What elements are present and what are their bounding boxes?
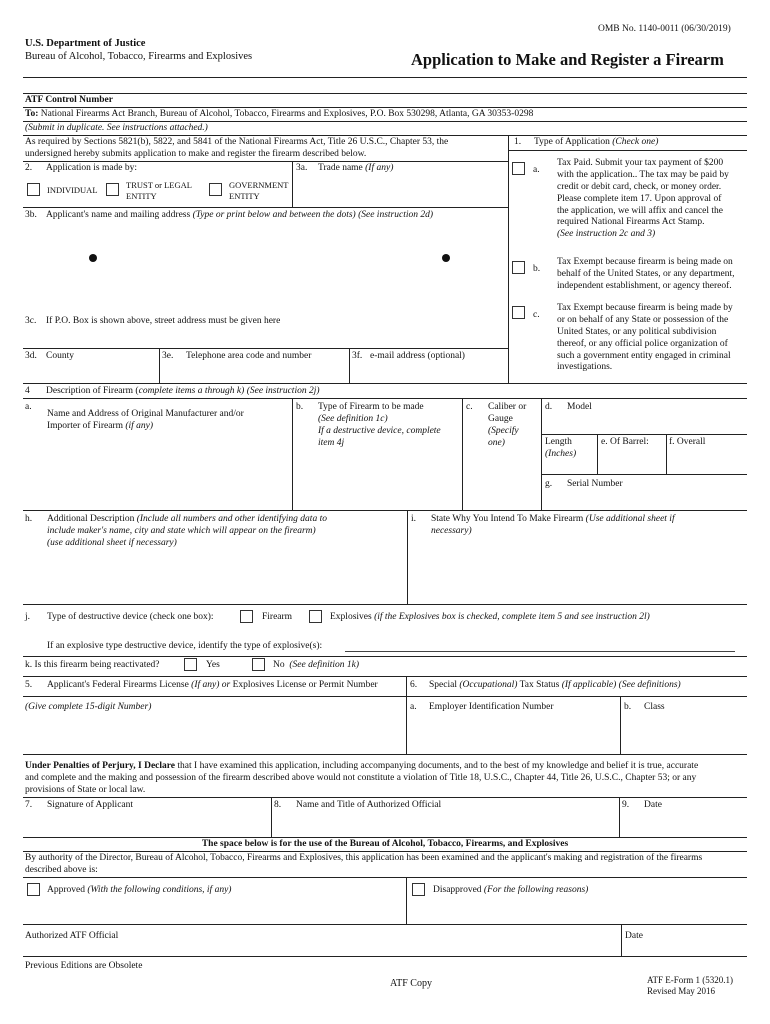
- department-name: U.S. Department of Justice: [25, 38, 146, 49]
- item4c-letter: c.: [466, 402, 473, 412]
- atf-control-number-label: ATF Control Number: [25, 95, 113, 105]
- tax-paid-text: Tax Paid. Submit your tax payment of $200 with the application.. The tax may be paid by credit or debit card, check, or money order. Please complete item 17. Upon approval of the application, we will affix and cancel the required National Firearms Act Stamp. (See instruction 2c and 3): [557, 158, 729, 240]
- item9-number: 9.: [622, 800, 630, 810]
- length-label-2: (Inches): [545, 449, 577, 459]
- item4d-divider: [541, 398, 542, 510]
- perjury-text-3: provisions of State or local law.: [25, 785, 146, 795]
- approved-label: Approved (With the following conditions, if any): [47, 885, 232, 895]
- explosive-type-label: If an explosive type destructive device, identify the type of explosive(s):: [47, 641, 323, 651]
- trust-entity-label-2: ENTITY: [126, 191, 157, 201]
- tax-exempt-state-text: Tax Exempt because firearm is being made by or on behalf of any State or possession of the United States, or any political subdivision thereof, or any official police organization of such a government entity engaged in criminal investigations.: [557, 303, 733, 373]
- model-rule: [541, 434, 747, 435]
- item4g-letter: g.: [545, 479, 553, 489]
- item4j-rule-top: [23, 604, 747, 605]
- special-tax-status-label: Special (Occupational) Tax Status (If applicable) (See definitions): [429, 680, 681, 690]
- item4b-divider: [292, 398, 293, 510]
- form-number: ATF E-Form 1 (5320.1): [647, 975, 733, 985]
- item1-header-rule: [508, 150, 747, 151]
- required-text-1: As required by Sections 5821(b), 5822, and 5841 of the National Firearms Act, Title 26 U.S.C., Chapter 53, the: [25, 137, 449, 147]
- atf-official-label: Authorized ATF Official: [25, 931, 119, 941]
- caliber-label-4: one): [488, 438, 505, 448]
- length-label-1: Length: [545, 437, 572, 447]
- caliber-label-1: Caliber or: [488, 402, 527, 412]
- atf-copy-label: ATF Copy: [390, 978, 432, 989]
- item6b-letter: b.: [624, 702, 632, 712]
- tax-exempt-state-checkbox[interactable]: [512, 306, 525, 319]
- ffl-hint: (Give complete 15-digit Number): [25, 702, 152, 712]
- item2-rule-top: [23, 161, 508, 162]
- individual-label: INDIVIDUAL: [47, 185, 98, 195]
- tax-exempt-us-checkbox[interactable]: [512, 261, 525, 274]
- atf-use-heading: The space below is for the use of the Bureau of Alcohol, Tobacco, Firearms, and Explosives: [201, 839, 569, 849]
- item1-divider: [508, 135, 509, 383]
- firearm-type-label-4: item 4j: [318, 438, 345, 448]
- destructive-explosives-label: Explosives (if the Explosives box is checked, complete item 5 and see instruction 2l): [330, 612, 650, 622]
- tax-exempt-us-text: Tax Exempt because firearm is being made on behalf of the United States, or any department, independent establishment, or agency thereof.: [557, 257, 735, 291]
- official-date-divider: [621, 924, 622, 956]
- approval-divider: [406, 877, 407, 924]
- item3a-divider: [292, 161, 293, 207]
- class-label: Class: [644, 702, 665, 712]
- item4h-letter: h.: [25, 514, 33, 524]
- ein-label: Employer Identification Number: [429, 702, 554, 712]
- firearm-type-label-3: If a destructive device, complete: [318, 426, 441, 436]
- ffl-label: Applicant's Federal Firearms License (If any) or Explosives License or Permit Number: [47, 680, 378, 690]
- control-rule-top: [23, 93, 747, 94]
- item5-number: 5.: [25, 680, 33, 690]
- additional-description-hint-3: (use additional sheet if necessary): [47, 538, 177, 548]
- to-label: To:: [25, 109, 39, 119]
- item3b-label: Applicant's name and mailing address (Type or print below and between the dots) (See instruction 2d): [46, 210, 434, 220]
- email-label: e-mail address (optional): [370, 351, 465, 361]
- class-divider: [620, 696, 621, 754]
- disapproved-label: Disapproved (For the following reasons): [433, 885, 589, 895]
- item3f-number: 3f.: [352, 351, 363, 361]
- manufacturer-label-2: Importer of Firearm (if any): [47, 421, 154, 431]
- bureau-name: Bureau of Alcohol, Tobacco, Firearms and Explosives: [25, 51, 253, 62]
- item4j-letter: j.: [25, 612, 31, 622]
- item4-number: 4: [25, 386, 30, 396]
- submit-rule: [23, 135, 747, 136]
- item1-number: 1.: [514, 137, 522, 147]
- serial-number-label: Serial Number: [567, 479, 623, 489]
- item4c-divider: [462, 398, 463, 510]
- signature-rule-top: [23, 797, 747, 798]
- tax-exempt-us-letter: b.: [533, 264, 541, 274]
- county-label: County: [46, 351, 74, 361]
- address-right-dot: [442, 254, 450, 262]
- item4i-divider: [407, 510, 408, 604]
- item3b-number: 3b.: [25, 210, 37, 220]
- item3d-number: 3d.: [25, 351, 37, 361]
- item4-header-rule: [23, 398, 747, 399]
- perjury-rule-top: [23, 754, 747, 755]
- control-rule: [23, 107, 747, 108]
- reactivated-no-checkbox[interactable]: [252, 658, 265, 671]
- item8-divider: [271, 797, 272, 837]
- to-address: National Firearms Act Branch, Bureau of Alcohol, Tobacco, Firearms and Explosives, P.O. Box 530298, Atlanta, GA 30353-0298: [40, 109, 534, 119]
- tax-paid-checkbox[interactable]: [512, 162, 525, 175]
- item4-rule-top: [23, 383, 747, 384]
- firearm-type-label-1: Type of Firearm to be made: [318, 402, 424, 412]
- item3f-divider: [349, 348, 350, 383]
- official-rule-top: [23, 924, 747, 925]
- signature-label: Signature of Applicant: [47, 800, 134, 810]
- overall-divider: [666, 434, 667, 474]
- item3a-number: 3a.: [296, 163, 308, 173]
- destructive-firearm-checkbox[interactable]: [240, 610, 253, 623]
- item3b-rule-top: [23, 207, 508, 208]
- item4i-letter: i.: [411, 514, 417, 524]
- approved-checkbox[interactable]: [27, 883, 40, 896]
- item4a-letter: a.: [25, 402, 32, 412]
- atf-date-label: Date: [625, 931, 643, 941]
- destructive-explosives-checkbox[interactable]: [309, 610, 322, 623]
- submit-note: (Submit in duplicate. See instructions attached.): [25, 123, 208, 133]
- caliber-label-2: Gauge: [488, 414, 513, 424]
- firearm-type-label-2: (See definition 1c): [318, 414, 388, 424]
- telephone-label: Telephone area code and number: [186, 351, 312, 361]
- government-entity-label-2: ENTITY: [229, 191, 260, 201]
- trust-entity-checkbox[interactable]: [106, 183, 119, 196]
- item2-number: 2.: [25, 163, 33, 173]
- authorized-official-label: Name and Title of Authorized Official: [296, 800, 442, 810]
- government-entity-label-1: GOVERNMENT: [229, 180, 289, 190]
- item1-label: Type of Application (Check one): [534, 137, 659, 147]
- reactivated-label: k. Is this firearm being reactivated?: [25, 660, 160, 670]
- item6-divider: [406, 676, 407, 754]
- overall-length-label: f. Overall: [669, 437, 706, 447]
- perjury-text-2: and complete and the making and possession of the firearm described above would not constitute a violation of Title 18, U.S.C., Chapter 44, Title 26, U.S.C., Chapter 53; or any: [25, 773, 697, 783]
- item5-rule-top: [23, 676, 747, 677]
- item5-header-rule: [23, 696, 747, 697]
- atf-use-rule-top: [23, 837, 747, 838]
- caliber-label-3: (Specify: [488, 426, 519, 436]
- date-label: Date: [644, 800, 662, 810]
- item9-divider: [619, 797, 620, 837]
- item8-number: 8.: [274, 800, 282, 810]
- explosive-type-field[interactable]: [345, 651, 735, 652]
- disapproved-checkbox[interactable]: [412, 883, 425, 896]
- reactivated-yes-checkbox[interactable]: [184, 658, 197, 671]
- item3e-number: 3e.: [162, 351, 174, 361]
- intent-label: State Why You Intend To Make Firearm (Use additional sheet if: [431, 514, 675, 524]
- item4k-rule-top: [23, 656, 747, 657]
- item7-number: 7.: [25, 800, 33, 810]
- additional-description-hint-2: include maker's name, city and state which will appear on the firearm): [47, 526, 316, 536]
- item4b-letter: b.: [296, 402, 304, 412]
- trust-entity-label-1: TRUST or LEGAL: [126, 180, 192, 190]
- to-line: [25, 109, 533, 121]
- tax-paid-letter: a.: [533, 165, 540, 175]
- item4-label: Description of Firearm (complete items a through k) (See instruction 2j): [46, 386, 320, 396]
- additional-description-label: Additional Description (Include all numbers and other identifying data to: [47, 514, 327, 524]
- authority-text-2: described above is:: [25, 865, 98, 875]
- omb-number: OMB No. 1140-0011 (06/30/2019): [598, 24, 731, 34]
- government-entity-checkbox[interactable]: [209, 183, 222, 196]
- barrel-divider: [597, 434, 598, 474]
- item4h-rule-top: [23, 510, 747, 511]
- previous-editions-note: Previous Editions are Obsolete: [25, 961, 143, 971]
- item3a-label: Trade name (If any): [318, 163, 394, 173]
- item3e-divider: [159, 348, 160, 383]
- atf-use-heading-rule: [23, 851, 747, 852]
- address-left-dot: [89, 254, 97, 262]
- required-text-2: undersigned hereby submits application to make and register the firearm described below.: [25, 149, 367, 159]
- reactivated-no-label: No (See definition 1k): [273, 660, 360, 670]
- footer-rule: [23, 956, 747, 957]
- item3d-rule-top: [23, 348, 508, 349]
- revision-date: Revised May 2016: [647, 986, 715, 996]
- item4d-letter: d.: [545, 402, 553, 412]
- approval-rule-top: [23, 877, 747, 878]
- item6-number: 6.: [410, 680, 418, 690]
- authority-text-1: By authority of the Director, Bureau of Alcohol, Tobacco, Firearms and Explosives, this application has been examined and the applicant's making and registration of the firearms: [25, 853, 703, 863]
- length-rule: [541, 474, 747, 475]
- destructive-device-label: Type of destructive device (check one box):: [47, 612, 214, 622]
- reactivated-yes-label: Yes: [206, 660, 220, 670]
- intent-hint-2: necessary): [431, 526, 472, 536]
- manufacturer-label-1: Name and Address of Original Manufacturer and/or: [47, 409, 244, 419]
- item3c-label: If P.O. Box is shown above, street address must be given here: [46, 316, 281, 326]
- to-rule: [23, 121, 747, 122]
- perjury-text-1: Under Penalties of Perjury, I Declare that I have examined this application, including accompanying documents, and to the best of my knowledge and belief it is true, accurate: [25, 761, 699, 771]
- item6a-letter: a.: [410, 702, 417, 712]
- item3c-number: 3c.: [25, 316, 37, 326]
- item2-label: Application is made by:: [46, 163, 138, 173]
- header-rule: [23, 77, 747, 78]
- form-title: Application to Make and Register a Firearm: [411, 50, 724, 69]
- individual-checkbox[interactable]: [27, 183, 40, 196]
- barrel-length-label: e. Of Barrel:: [601, 437, 649, 447]
- tax-exempt-state-letter: c.: [533, 310, 540, 320]
- destructive-firearm-label: Firearm: [262, 612, 293, 622]
- model-label: Model: [567, 402, 592, 412]
